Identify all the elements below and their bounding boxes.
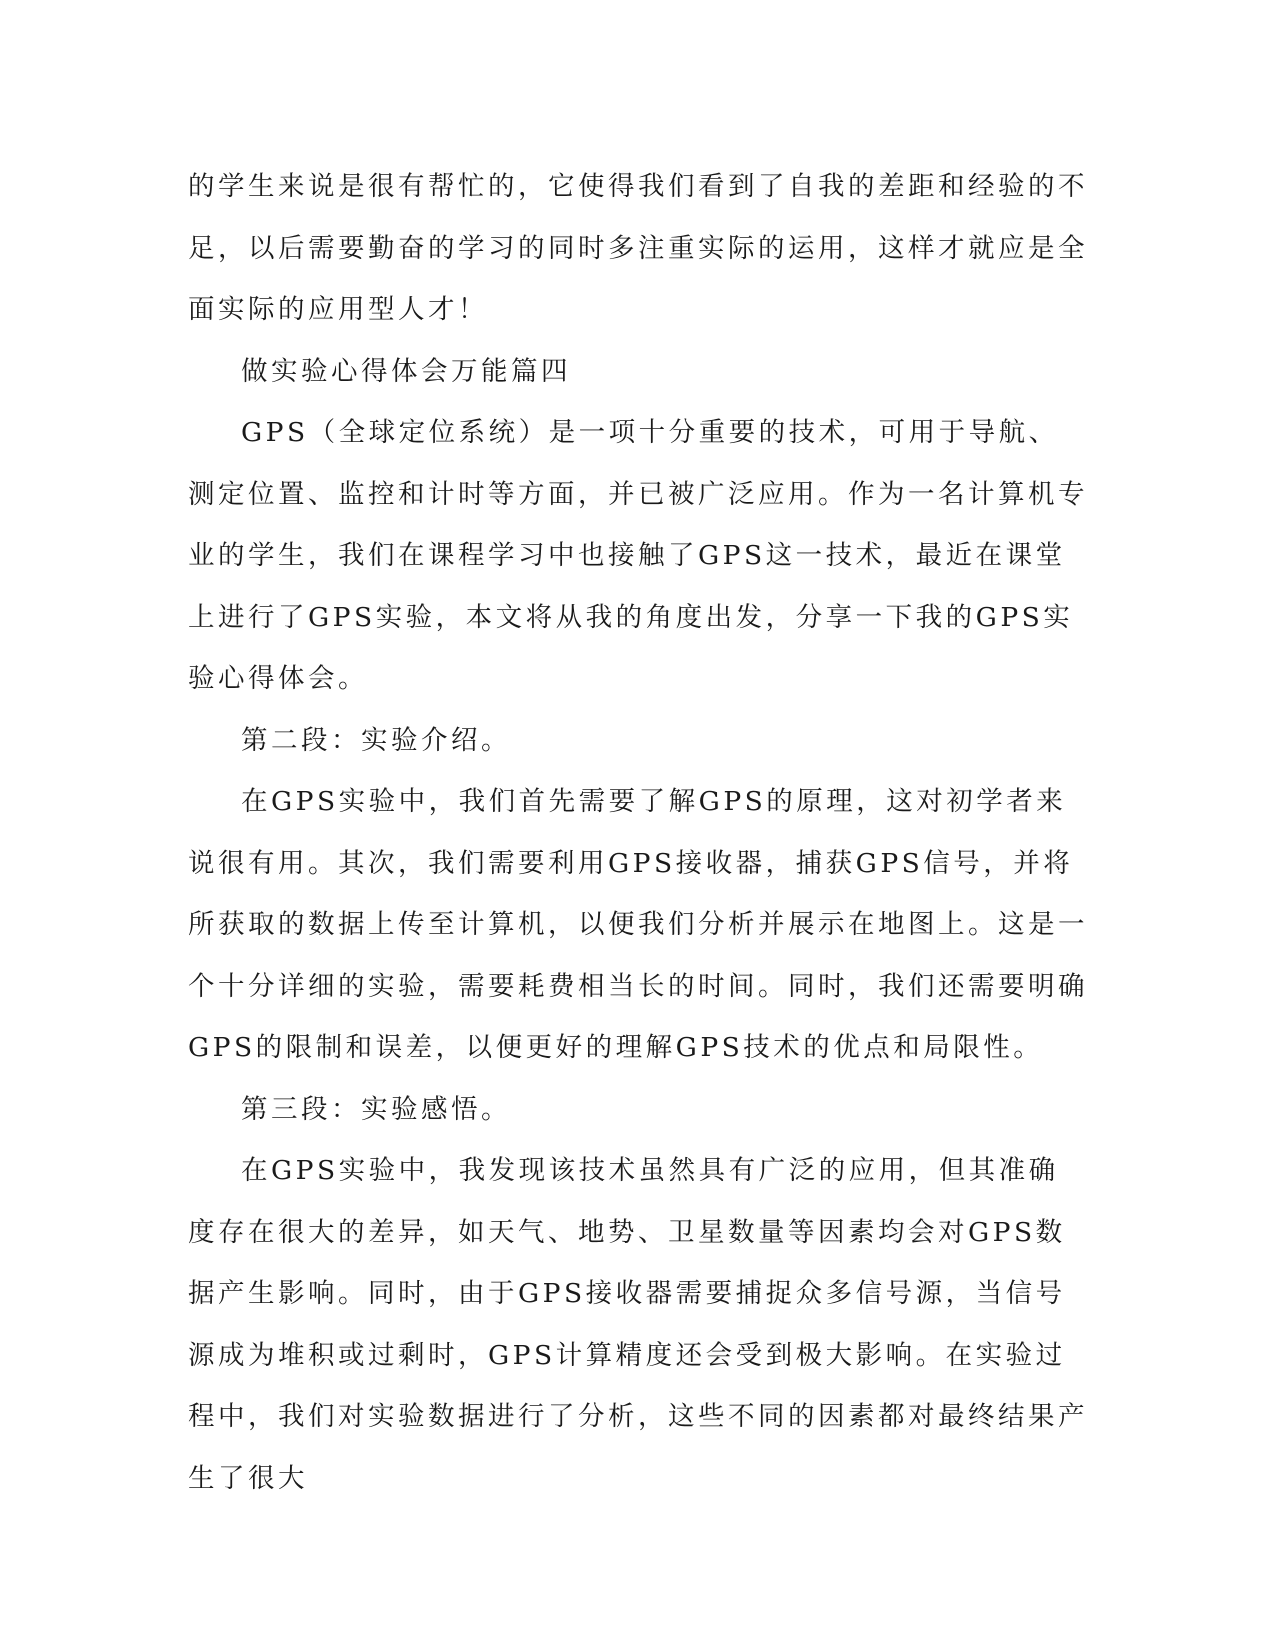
document-body <box>188 156 1088 1509</box>
paragraph-continuation: 的学生来说是很有帮忙的，它使得我们看到了自我的差距和经验的不足，以后需要勤奋的学习的同时多注重实际的运用，这样才就应是全面实际的应用型人才！ <box>188 171 1088 325</box>
paragraph-gps-intro: GPS（全球定位系统）是一项十分重要的技术，可用于导航、测定位置、监控和计时等方面，并已被广泛应用。作为一名计算机专业的学生，我们在课程学习中也接触了GPS这一技术，最近在课堂上进行了GPS实验，本文将从我的角度出发，分享一下我的GPS实验心得体会。 <box>188 417 1088 694</box>
section-heading-part-four: 做实验心得体会万能篇四 <box>241 355 571 387</box>
section-heading-part-three: 第三段：实验感悟。 <box>241 1093 511 1125</box>
section-heading-part-two: 第二段：实验介绍。 <box>241 724 511 756</box>
paragraph-experiment-reflection: 在GPS实验中，我发现该技术虽然具有广泛的应用，但其准确度存在很大的差异，如天气、地势、卫星数量等因素均会对GPS数据产生影响。同时，由于GPS接收器需要捕捉众多信号源，当信号源成为堆积或过剩时，GPS计算精度还会受到极大影响。在实验过程中，我们对实验数据进行了分析，这些不同的因素都对最终结果产生了很大 <box>188 1155 1088 1494</box>
paragraph-experiment-intro: 在GPS实验中，我们首先需要了解GPS的原理，这对初学者来说很有用。其次，我们需要利用GPS接收器，捕获GPS信号，并将所获取的数据上传至计算机，以便我们分析并展示在地图上。这是一个十分详细的实验，需要耗费相当长的时间。同时，我们还需要明确GPS的限制和误差，以便更好的理解GPS技术的优点和局限性。 <box>188 786 1088 1063</box>
